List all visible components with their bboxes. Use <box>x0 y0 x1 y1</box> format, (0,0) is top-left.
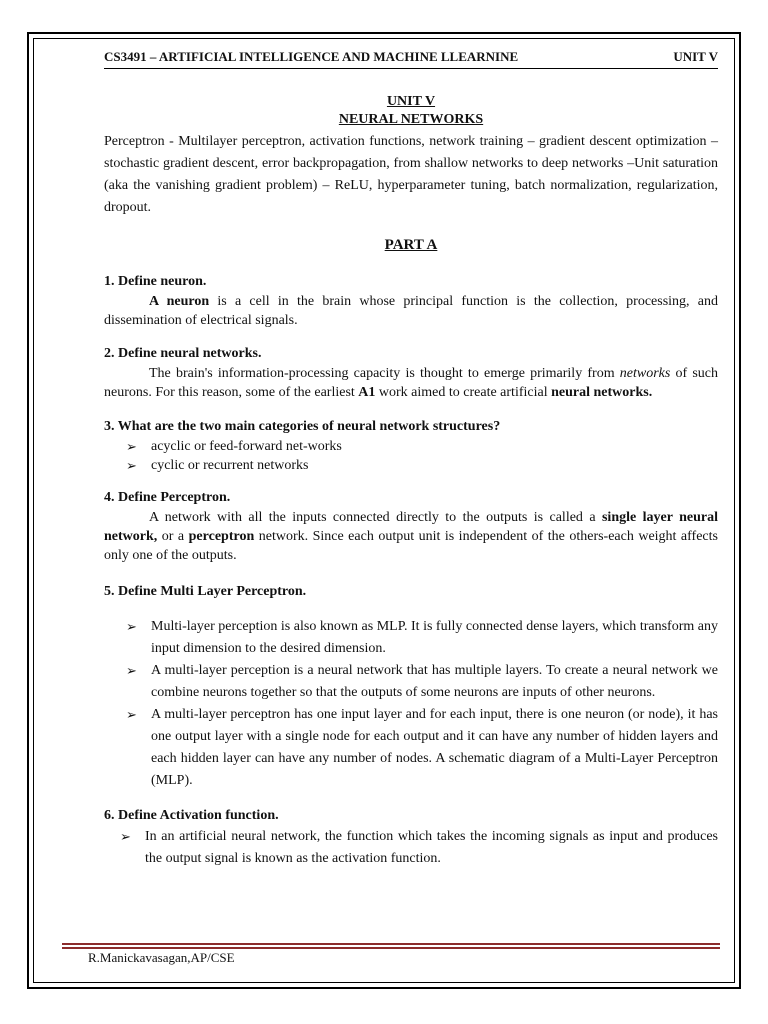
answer-body: of such neurons. For this reason, some of the earliest <box>104 366 718 400</box>
header-unit: UNIT V <box>673 49 718 64</box>
answer-list <box>104 437 718 475</box>
list-item <box>104 456 718 475</box>
question-3 <box>104 417 718 475</box>
answer-term: A neuron <box>149 294 210 309</box>
answer-italic: networks <box>619 366 671 381</box>
question-1 <box>104 272 718 330</box>
answer-term: perceptron <box>188 529 255 544</box>
list-item-text: Multi-layer perception is also known as MLP. It is fully connected dense layers, which transform any input dimension to the desired dimension. <box>151 619 718 656</box>
answer-body: The brain's information-processing capacity is thought to emerge primarily from <box>149 366 620 381</box>
answer-text <box>104 292 718 330</box>
part-heading: PART A <box>384 237 438 253</box>
answer-term: neural networks. <box>551 385 653 400</box>
answer-term: single layer neural network, <box>104 510 719 544</box>
list-item-text: A multi-layer perceptron has one input layer and for each input, there is one neuron (or node), it has one output layer with a single node for each output and it can have any number of hidden layers and each hidden layer can have any number of nodes. A schematic diagram of a Multi-Layer Perceptron (MLP). <box>151 707 718 788</box>
arrow-bullet-icon: ➢ <box>126 458 137 473</box>
answer-term: A1 <box>358 385 376 400</box>
arrow-bullet-icon: ➢ <box>126 663 137 678</box>
question-heading: 2. Define neural networks. <box>104 346 262 361</box>
answer-body: network. Since each output unit is independent of the others-each weight affects only one of the outputs. <box>104 529 718 563</box>
footer-rule <box>62 943 720 949</box>
question-5 <box>104 582 718 792</box>
question-6 <box>104 806 718 870</box>
list-item-text: cyclic or recurrent networks <box>151 458 309 473</box>
answer-body: A network with all the inputs connected directly to the outputs is called a <box>149 510 602 525</box>
question-heading: 1. Define neuron. <box>104 274 207 289</box>
running-header <box>104 48 718 69</box>
arrow-bullet-icon: ➢ <box>120 829 131 844</box>
question-heading: 5. Define Multi Layer Perceptron. <box>104 584 307 599</box>
list-item-text: acyclic or feed-forward net-works <box>151 439 342 454</box>
unit-title: UNIT V <box>386 94 436 109</box>
arrow-bullet-icon: ➢ <box>126 439 137 454</box>
topic-title: NEURAL NETWORKS <box>338 112 484 127</box>
list-item-text: A multi-layer perception is a neural network that has multiple layers. To create a neural network we combine neurons together so that the outputs of some neurons are inputs of other neurons. <box>151 663 718 700</box>
list-item <box>104 616 718 660</box>
list-item <box>104 826 718 870</box>
syllabus-paragraph: Perceptron - Multilayer perceptron, activation functions, network training – gradient descent optimization – stochastic gradient descent, error backpropagation, from shallow networks to deep networks –Unit saturation (aka the vanishing gradient problem) – ReLU, hyperparameter tuning, batch normalization, regularization, dropout. <box>104 134 718 215</box>
answer-body: or a <box>157 529 189 544</box>
question-2 <box>104 344 718 402</box>
list-item <box>104 704 718 792</box>
arrow-bullet-icon: ➢ <box>126 707 137 722</box>
list-item <box>104 660 718 704</box>
document-page <box>104 48 718 870</box>
list-item <box>104 437 718 456</box>
arrow-bullet-icon: ➢ <box>126 619 137 634</box>
answer-body: is a cell in the brain whose principal function is the collection, processing, and dissemination of electrical signals. <box>104 294 719 328</box>
question-heading: 4. Define Perceptron. <box>104 490 231 505</box>
question-heading: 6. Define Activation function. <box>104 808 279 823</box>
answer-list <box>104 616 718 792</box>
course-title: CS3491 – ARTIFICIAL INTELLIGENCE AND MACHINE LLEARNINE <box>104 49 519 64</box>
answer-list <box>104 826 718 870</box>
answer-body: work aimed to create artificial <box>375 385 552 400</box>
answer-text <box>104 364 718 402</box>
footer-author: R.Manickavasagan,AP/CSE <box>88 950 235 965</box>
answer-text <box>104 508 718 565</box>
list-item-text: In an artificial neural network, the function which takes the incoming signals as input and produces the output signal is known as the activation function. <box>145 829 718 866</box>
question-4 <box>104 488 718 565</box>
question-heading: 3. What are the two main categories of neural network structures? <box>104 419 501 434</box>
